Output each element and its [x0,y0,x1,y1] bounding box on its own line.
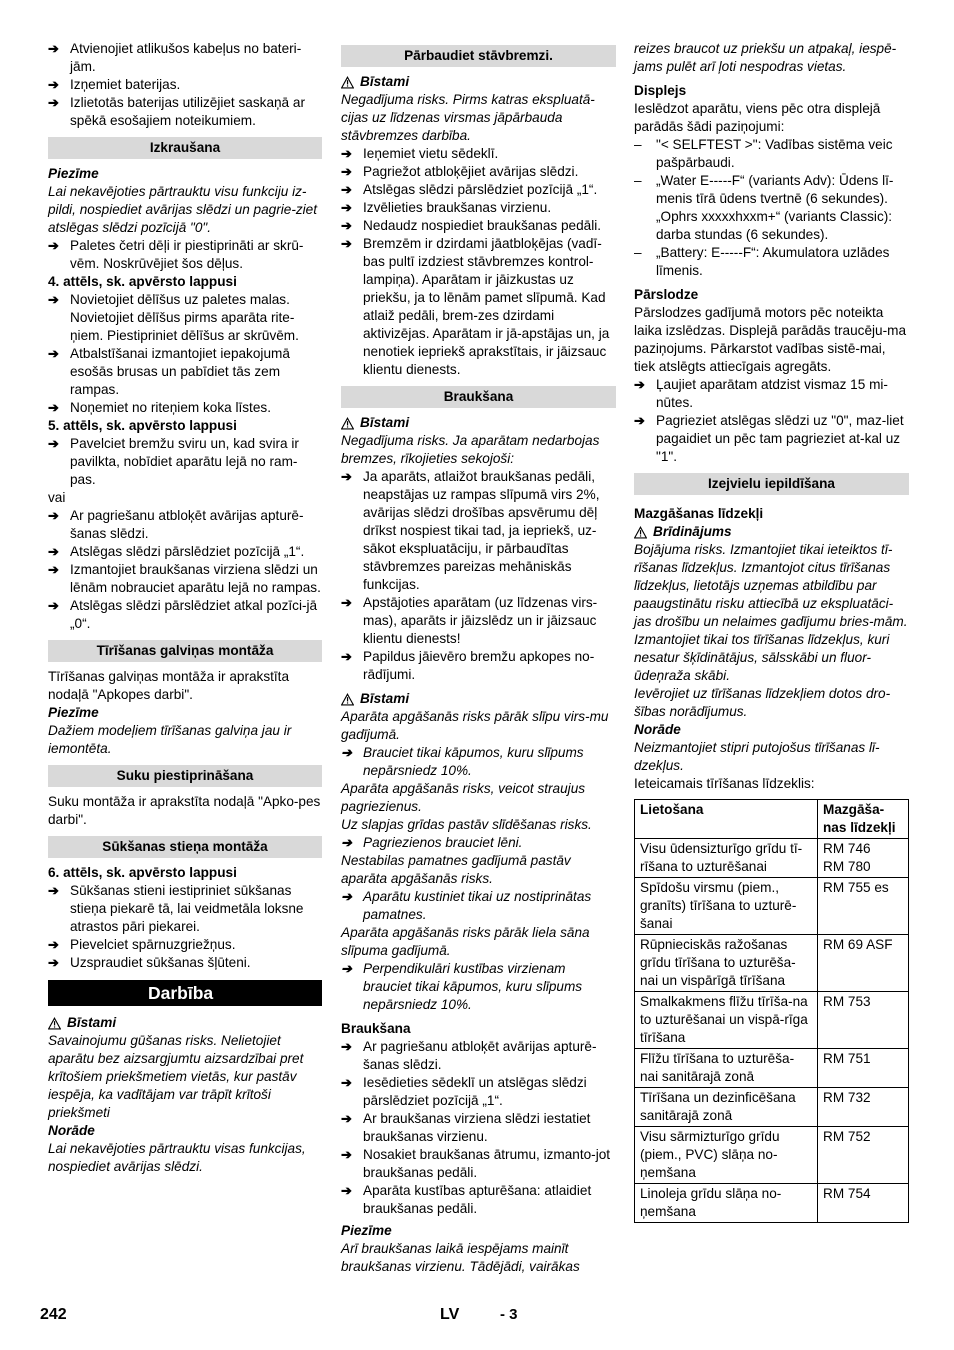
list-item: ➔ Ieņemiet vietu sēdeklī. [341,145,616,163]
list-item: ➔ Nosakiet braukšanas ātrumu, izmanto-jot braukšanas pedāli. [341,1146,616,1182]
list-item: ➔ Izņemiet baterijas. [48,76,322,94]
or-text: vai [48,490,66,505]
table-cell: Smalkakmens flīžu tīrīša-na to uzturēšanai un vispā-rīga tīrīšana [635,992,818,1049]
table-cell: RM 69 ASF [818,935,909,992]
page-number: 242 [40,1306,67,1323]
table-cell: Rūpnieciskās ražošanas grīdu tīrīšana to uzturēša-nai un vispārīgā tīrīšana [635,935,818,992]
column-left [48,40,322,1176]
warning-label: Bīstami [67,1015,117,1030]
note-label: Norāde [48,1123,95,1138]
note-label: Piezīme [48,166,99,181]
list-item: ➔ Iesēdieties sēdeklī un atslēgas slēdzi pārslēdziet pozīcijā „1“. [341,1074,616,1110]
section-heading-brauksana: Braukšana [341,386,616,408]
list-item: ➔ Pagriezienos brauciet lēni. [341,834,616,852]
list-item: ➔ Aparātu kustiniet tikai uz nostiprinātas pamatnes. [341,888,616,924]
table-intro: Ieteicamais tīrīšanas līdzeklis: [634,776,815,791]
table-cell: RM 746 RM 780 [818,839,909,878]
table-cell: Visu ūdensizturīgo grīdu tī-rīšana to uzturēšanai [635,839,818,878]
warning-heading [634,523,909,541]
list-item: ➔ Atbalstīšanai izmantojiet iepakojumā esošās brusas un pabīdiet tās zem rampas. [48,345,322,399]
section-heading-izejvielu: Izejvielu iepildīšana [634,473,909,495]
note-text: Arī braukšanas laikā iespējams mainīt braukšanas virzienu. Tādējādi, vairākas [341,1241,580,1274]
warning-text: Bojājuma risks. Izmantojiet tikai ieteiktos tī-rīšanas līdzekļus. Izmantojot citus tīrīšanas līdzekļus, lietotājs uzņemas atbildību par paaugstinātu risku attiecībā uz ekspluatāci-jas drošību un nelaimes gadījumu bries-mām. [634,542,908,629]
section-heading-izkrausana: Izkraušana [48,137,322,159]
warning-label: Bīstami [360,74,410,89]
list-item: ➔ Izvēlieties braukšanas virzienu. [341,199,616,217]
table-cell: RM 753 [818,992,909,1049]
list-item: ➔ Atslēgas slēdzi pārslēdziet atkal pozīci-jā „0“. [48,597,322,633]
list-item: ➔ Aparāta kustības apturēšana: atlaidiet braukšanas pedāli. [341,1182,616,1218]
list-item: ➔ Nedaudz nospiediet braukšanas pedāli. [341,217,616,235]
table-row [635,878,909,935]
note-text: Lai nekavējoties pārtrauktu visu funkciju iz-pildi, nospiediet avārijas slēdzi un pagrie-ziet atslēgas slēdzi pozīcijā "0". [48,184,318,235]
table-row [635,1049,909,1088]
section-heading-stavbremzi: Pārbaudiet stāvbremzi. [341,45,616,67]
list-item: ➔ Ar braukšanas virziena slēdzi iestatiet braukšanas virzienu. [341,1110,616,1146]
warning-triangle-icon [341,417,354,430]
warning-label: Brīdinājums [653,524,732,539]
table-header-row [635,800,909,839]
table-cell: Visu sārmizturīgo grīdu (piem., PVC) slāņa no-ņemšana [635,1127,818,1184]
sub-heading: Pārslodze [634,287,699,302]
list-item: ➔ Pavelciet bremžu sviru un, kad svira ir pavilkta, nobīdiet aparātu lejā no ram-pas. [48,435,322,489]
list-item: ➔ Izmantojiet braukšanas virziena slēdzi un lēnām nobrauciet aparātu lejā no rampas. [48,561,322,597]
warning-text: Negadījuma risks. Ja aparātam nedarbojas bremzes, rīkojieties sekojoši: [341,433,600,466]
body-text: Suku montāža ir aprakstīta nodaļā "Apko-pes darbi". [48,794,321,827]
column-right [634,40,909,1223]
warning-heading [341,73,616,91]
section-heading-suku: Suku piestiprināšana [48,765,322,787]
note-label: Piezīme [48,705,99,720]
list-item: ➔ Papildus jāievēro bremžu apkopes no-rādījumi. [341,648,616,684]
table-cell: RM 755 es [818,878,909,935]
list-item: ➔ Apstājoties aparātam (uz līdzenas virs-mas), aparāts ir jāizslēdz un ir jāizsauc klientu dienests! [341,594,616,648]
note-text: Dažiem modeļiem tīrīšanas galviņa jau ir iemontēta. [48,723,292,756]
warning-text: Ievērojiet uz tīrīšanas līdzekļiem dotos dro-šības norādījumus. [634,686,891,719]
list-item: ➔ Bremzēm ir dzirdami jāatbloķējas (vadī-bas pultī izdziest stāvbremzes kontrol-lampiņa). Aparātam ir jāizkustas uz priekšu, ja to lēnām pamet slīpumā. Kad atlaiž pedāli, brem-zes dzirdami aktivizējas. Aparātam ir jā-apstājas un, ja nenotiek iepriekš aprakstītais, ir jāizsauc klientu dienests. [341,235,616,379]
warning-heading [341,414,616,432]
table-cell: RM 754 [818,1184,909,1223]
figure-reference: 4. attēls, sk. apvērsto lappusi [48,274,237,289]
body-text: Ieslēdzot aparātu, viens pēc otra displejā parādās šādi paziņojumi: [634,101,881,134]
warning-label: Bīstami [360,691,410,706]
table-cell: RM 752 [818,1127,909,1184]
warning-triangle-icon [634,526,647,539]
warning-text: Aparāta apgāšanās risks, veicot straujus pagriezienus. [341,781,586,814]
sub-page-number: - 3 [500,1306,518,1323]
note-label: Piezīme [341,1223,392,1238]
table-cell: Tīrīšana un dezinficēšana sanitārajā zonā [635,1088,818,1127]
list-item: – „Battery: E-----F“: Akumulatora uzlādes līmenis. [634,244,909,280]
table-cell: Spīdošu virsmu (piem., granīts) tīrīšana to uzturē-šanai [635,878,818,935]
list-item: ➔ Paletes četri dēļi ir piestiprināti ar skrū-vēm. Noskrūvējiet šos dēļus. [48,237,322,273]
list-item: ➔ Brauciet tikai kāpumos, kuru slīpums nepārsniedz 10%. [341,744,616,780]
body-text: Tīrīšanas galviņas montāža ir aprakstīta nodaļā "Apkopes darbi". [48,669,290,702]
note-text-continued: reizes braucot uz priekšu un atpakaļ, iespē-jams pulēt arī ļoti nespodras vietas. [634,41,897,74]
table-row [635,839,909,878]
list-item: – „Water E-----F“ (variants Adv): Ūdens lī-menis tīrā ūdens tvertnē (6 sekundes). „Ophrs xxxxxhxxm+“ (variants Classic): darba stundas (6 sekundes). [634,172,909,244]
table-row [635,1088,909,1127]
table-row [635,1127,909,1184]
warning-heading [48,1014,322,1032]
table-cell: RM 732 [818,1088,909,1127]
warning-triangle-icon [341,693,354,706]
language-code: LV [440,1306,460,1323]
sub-heading: Mazgāšanas līdzekļi [634,506,764,521]
section-heading-suksanas: Sūkšanas stieņa montāža [48,836,322,858]
note-text: Lai nekavējoties pārtrauktu visas funkcijas, nospiediet avārijas slēdzi. [48,1141,306,1174]
warning-text: Aparāta apgāšanās risks pārāk slīpu virs-mu gadījumā. [341,709,609,742]
warning-text: Aparāta apgāšanās risks pārāk liela sāna slīpuma gadījumā. [341,925,590,958]
list-item: ➔ Uzspraudiet sūkšanas šļūteni. [48,954,322,972]
list-item: ➔ Pievelciet spārnuzgriežņus. [48,936,322,954]
warning-text: Nestabilas pamatnes gadījumā pastāv aparāta apgāšanās risks. [341,853,571,886]
table-header: Lietošana [635,800,818,839]
list-item: – "< SELFTEST >": Vadības sistēma veic pašpārbaudi. [634,136,909,172]
body-text: Pārslodzes gadījumā motors pēc noteikta laika izslēdzas. Displejā parādās traucēju-ma paziņojums. Pārkarstot vadības sistē-mai, tiek atslēgts attiecīgais agregāts. [634,305,907,374]
warning-triangle-icon [48,1017,61,1030]
table-cell: Linoleja grīdu slāņa no-ņemšana [635,1184,818,1223]
list-item: ➔ Ar pagriešanu atbloķēt avārijas apturē-šanas slēdzi. [341,1038,616,1074]
warning-label: Bīstami [360,415,410,430]
table-row [635,935,909,992]
list-item: ➔ Pagriežot atbloķējiet avārijas slēdzi. [341,163,616,181]
list-item: ➔ Perpendikulāri kustības virzienam brauciet tikai kāpumos, kuru slīpums nepārsniedz 10%. [341,960,616,1014]
figure-reference: 5. attēls, sk. apvērsto lappusi [48,418,237,433]
sub-heading: Braukšana [341,1021,411,1036]
cleaning-agents-table [634,799,909,1223]
chapter-heading-darbiba: Darbība [48,980,322,1006]
table-cell: RM 751 [818,1049,909,1088]
list-item: ➔ Pagrieziet atslēgas slēdzi uz "0", maz-liet pagaidiet un pēc tam pagrieziet at-kal uz "1". [634,412,909,466]
list-item: ➔ Ļaujiet aparātam atdzist vismaz 15 mi-nūtes. [634,376,909,412]
table-row [635,992,909,1049]
warning-heading [341,690,616,708]
warning-triangle-icon [341,76,354,89]
list-item: ➔ Atslēgas slēdzi pārslēdziet pozīcijā „1“. [341,181,616,199]
sub-heading: Displejs [634,83,687,98]
figure-reference: 6. attēls, sk. apvērsto lappusi [48,865,237,880]
note-text: Neizmantojiet stipri putojošus tīrīšanas lī-dzekļus. [634,740,880,773]
list-item: ➔ Novietojiet dēlīšus uz paletes malas. Novietojiet dēlīšus pirms aparāta rite-ņiem. Piestipriniet dēlīšus ar skrūvēm. [48,291,322,345]
list-item: ➔ Izlietotās baterijas utilizējiet saskaņā ar spēkā esošajiem noteikumiem. [48,94,322,130]
column-middle [341,40,616,1276]
warning-text: Negadījuma risks. Pirms katras ekspluatā-cijas uz līdzenas virsmas jāpārbauda stāvbremzes darbība. [341,92,595,143]
table-header: Mazgāša-nas līdzekļi [818,800,909,839]
warning-text: Izmantojiet tikai tos tīrīšanas līdzekļus, kuri nesatur šķīdinātājus, sālsskābi un fluor-ūdeņraža skābi. [634,632,890,683]
list-item: ➔ Noņemiet no riteņiem koka līstes. [48,399,322,417]
list-item: ➔ Atslēgas slēdzi pārslēdziet pozīcijā „1“. [48,543,322,561]
list-item: ➔ Ar pagriešanu atbloķēt avārijas apturē-šanas slēdzi. [48,507,322,543]
table-cell: Flīžu tīrīšana to uzturēša-nai sanitārajā zonā [635,1049,818,1088]
note-label: Norāde [634,722,681,737]
section-heading-tirisanas: Tīrīšanas galviņas montāža [48,640,322,662]
list-item: ➔ Atvienojiet atlikušos kabeļus no bateri-jām. [48,40,322,76]
table-row [635,1184,909,1223]
list-item: ➔ Sūkšanas stieni iestipriniet sūkšanas stieņa piekarē tā, lai veidmetāla loksne atrastos pāri piekarei. [48,882,322,936]
warning-text: Uz slapjas grīdas pastāv slīdēšanas risks. [341,817,592,832]
list-item: ➔ Ja aparāts, atlaižot braukšanas pedāli, neapstājas uz rampas slīpumā virs 2%, avārijas slēdzi drošības apsvērumu dēļ drīkst nospiest tikai tad, ja iepriekš, uz-sākot ekspluatāciju, ir pārbaudītas stāvbremzes pareizas mehāniskās funkcijas. [341,468,616,594]
warning-text: Savainojumu gūšanas risks. Nelietojiet aparātu bez aizsargjumtu aizsardzībai pret krītošiem priekšmetiem vietās, kur pastāv iespēja, ka vadītājam var trāpīt krītoši priekšmeti [48,1033,304,1120]
